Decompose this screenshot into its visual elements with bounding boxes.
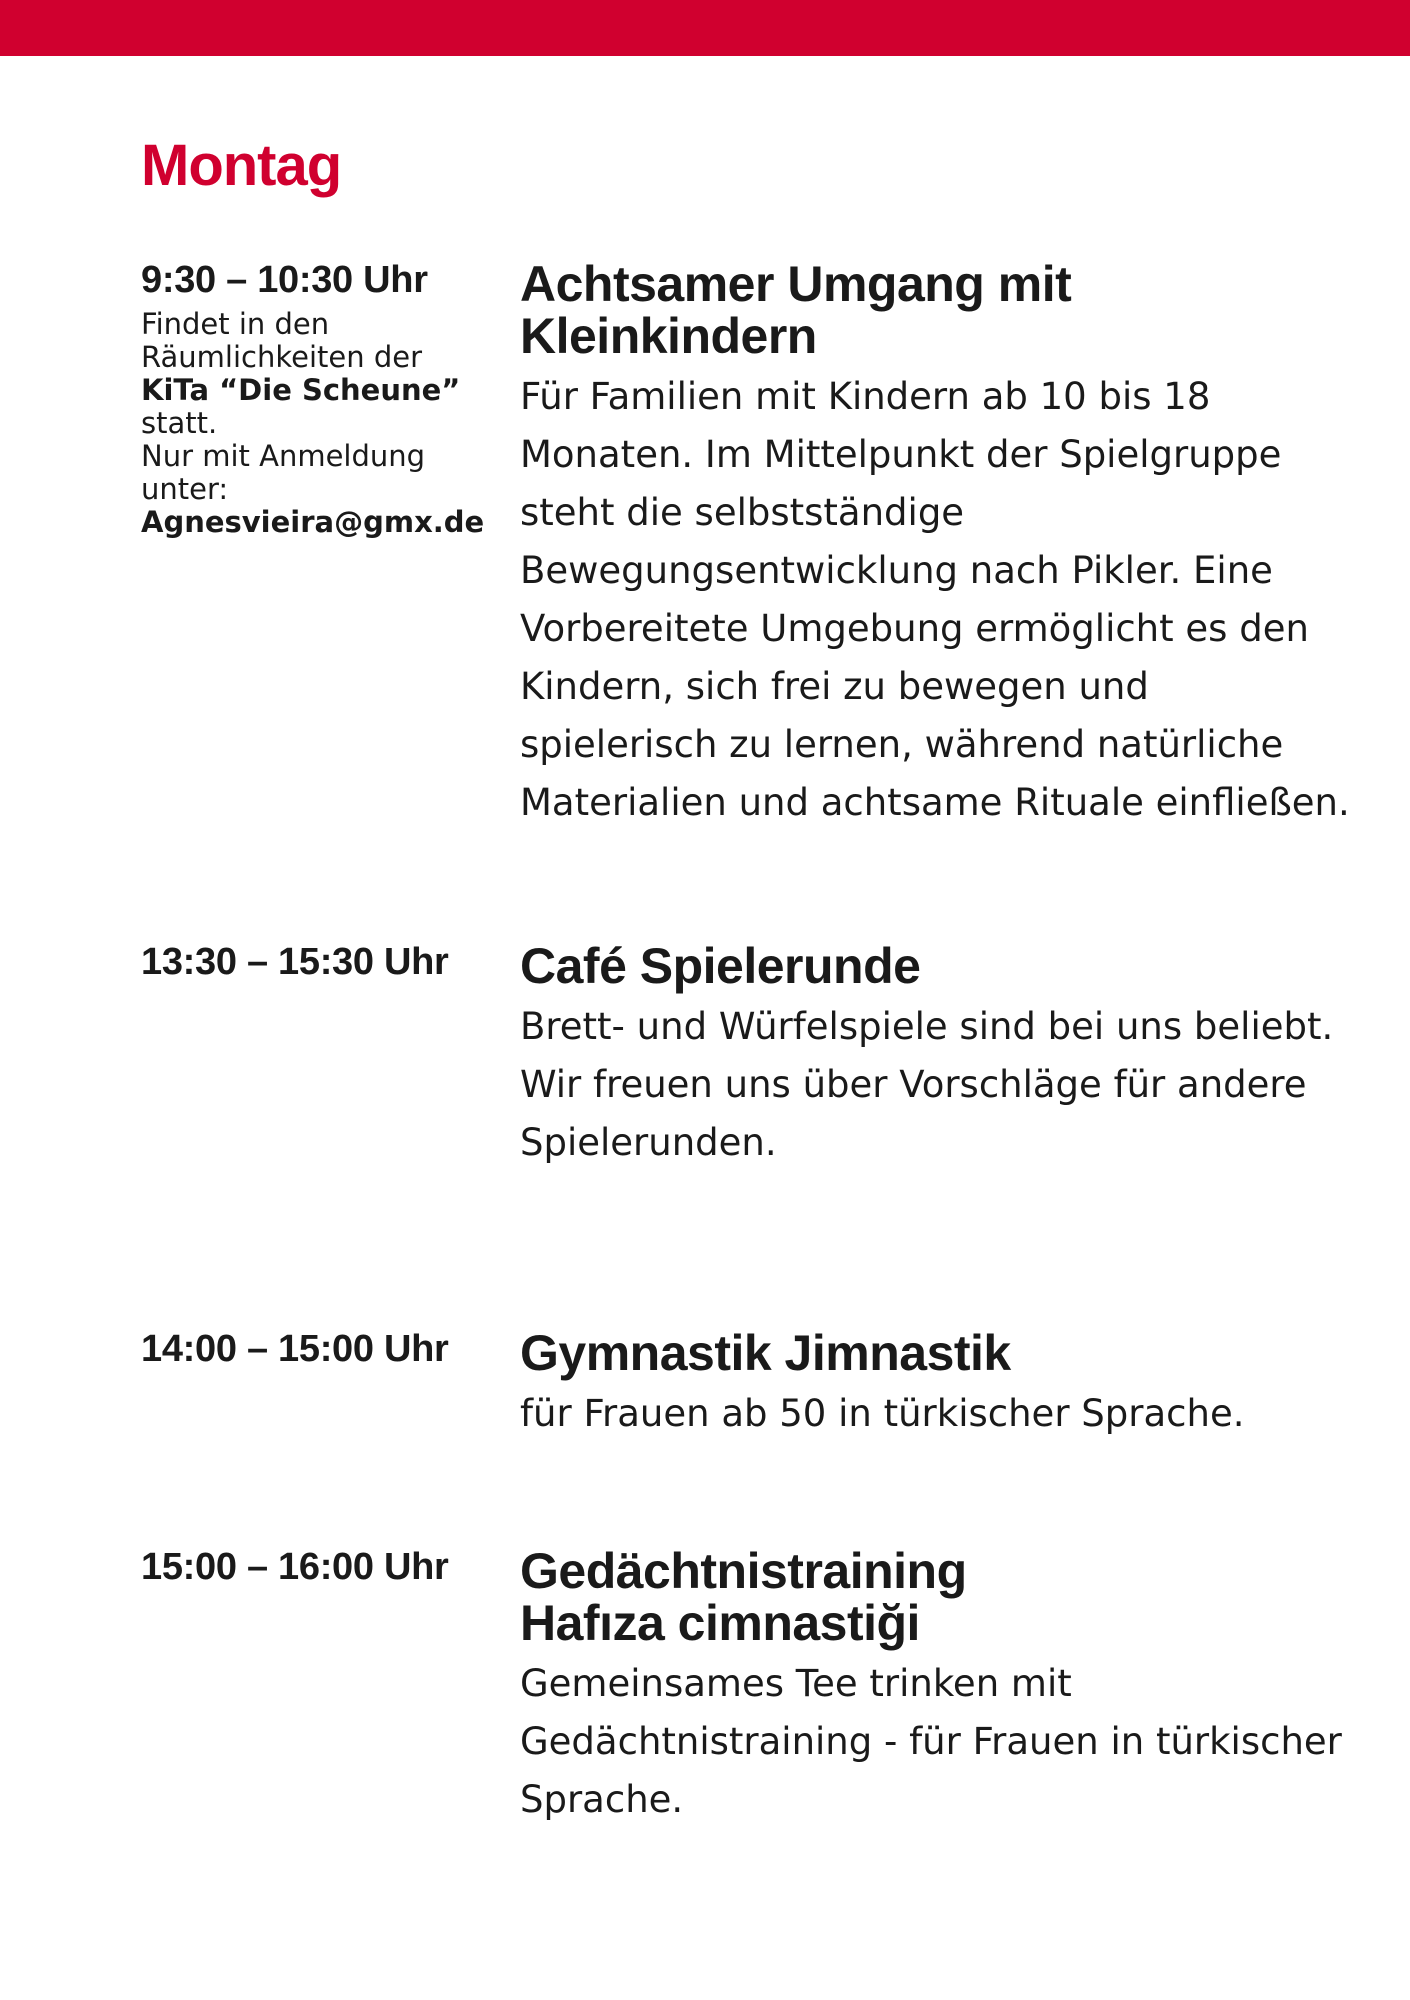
note-line: unter: — [141, 472, 229, 506]
note-email[interactable]: Agnesvieira@gmx.de — [141, 505, 485, 539]
entry-content — [520, 940, 1350, 1172]
note-line: Räumlichkeiten der — [141, 340, 422, 374]
entry-description: Für Familien mit Kindern ab 10 bis 18 Monaten. Im Mittelpunkt der Spielgruppe steht die selbstständige Bewegungsentwicklung nach Pikler. Eine Vorbereitete Umgebung ermöglicht es den Kindern, sich frei zu bewegen und spielerisch zu lernen, während natürliche Materialien und achtsame Rituale einfließen. — [520, 375, 1350, 824]
note-venue: KiTa “Die Scheune” — [141, 373, 461, 407]
entry-description: für Frauen ab 50 in türkischer Sprache. — [520, 1392, 1245, 1435]
entry-title — [520, 258, 1350, 362]
entry-title — [520, 1545, 1350, 1649]
entry-title-line: Hafıza cimnastiği — [520, 1595, 920, 1651]
entry-description: Gemeinsames Tee trinken mit Gedächtnistraining - für Frauen in türkischer Sprache. — [520, 1662, 1342, 1821]
entry-content — [520, 1545, 1350, 1829]
entry-title — [520, 940, 1350, 992]
entry-time: 13:30 – 15:30 Uhr — [141, 941, 449, 983]
entry-title-line: Gymnastik Jimnastik — [520, 1325, 1011, 1381]
entry-title — [520, 1327, 1350, 1379]
entry-content — [520, 1327, 1350, 1443]
top-accent-bar — [0, 0, 1410, 56]
note-line: Nur mit Anmeldung — [141, 439, 426, 473]
entry-content — [520, 258, 1350, 832]
day-title: Montag — [141, 133, 342, 198]
entry-time: 9:30 – 10:30 Uhr — [141, 259, 428, 301]
entry-title-line: Gedächtnistraining — [520, 1543, 967, 1599]
entry-title-line: Achtsamer Umgang mit — [520, 256, 1072, 312]
entry-description: Brett- und Würfelspiele sind bei uns beliebt. Wir freuen uns über Vorschläge für andere Spielerunden. — [520, 1005, 1334, 1164]
entry-title-line: Kleinkindern — [520, 308, 817, 364]
note-line: statt. — [141, 406, 218, 440]
entry-time: 14:00 – 15:00 Uhr — [141, 1328, 449, 1370]
note-line: Findet in den — [141, 307, 330, 341]
entry-title-line: Café Spielerunde — [520, 938, 921, 994]
entry-time: 15:00 – 16:00 Uhr — [141, 1546, 449, 1588]
entry-location-note — [141, 308, 501, 539]
